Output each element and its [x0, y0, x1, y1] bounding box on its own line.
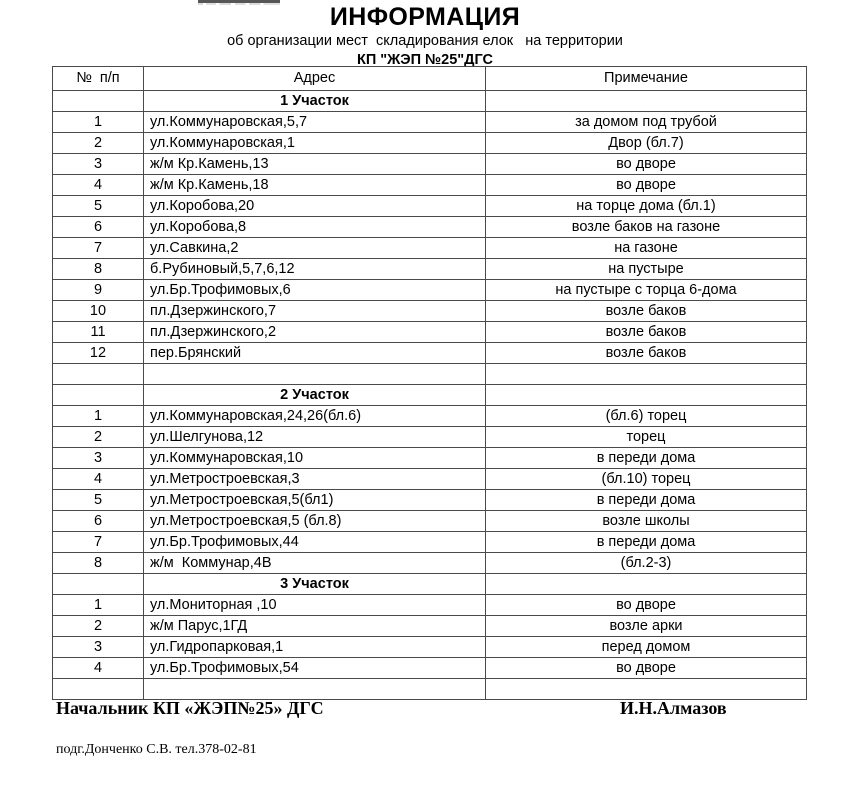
row-number: 2	[53, 133, 144, 154]
table-row	[53, 595, 807, 616]
table-row	[53, 322, 807, 343]
row-number: 1	[53, 112, 144, 133]
signer-title: Начальник КП «ЖЭП№25» ДГС	[56, 698, 324, 718]
row-address: ул.Бр.Трофимовых,44	[144, 532, 486, 553]
row-address: ул.Мониторная ,10	[144, 595, 486, 616]
row-number: 10	[53, 301, 144, 322]
table-row	[53, 532, 807, 553]
page-org-name: КП "ЖЭП №25"ДГС	[356, 52, 494, 68]
section-title: 2 Участок	[144, 385, 486, 406]
prepared-by-note: подг.Донченко С.В. тел.378-02-81	[56, 742, 257, 757]
blank-note-cell	[486, 364, 807, 385]
row-address: ж/м Кр.Камень,18	[144, 175, 486, 196]
section-note-cell	[486, 91, 807, 112]
page-title: ИНФОРМАЦИЯ	[329, 3, 521, 31]
table-row	[53, 406, 807, 427]
row-note: возле баков	[486, 322, 807, 343]
row-number: 3	[53, 154, 144, 175]
blank-note-cell	[486, 679, 807, 700]
row-note: на торце дома (бл.1)	[486, 196, 807, 217]
row-address: пл.Дзержинского,2	[144, 322, 486, 343]
row-note: возле школы	[486, 511, 807, 532]
row-note: возле баков	[486, 343, 807, 364]
row-note: (бл.6) торец	[486, 406, 807, 427]
storage-locations-table	[52, 66, 807, 700]
table-row	[53, 343, 807, 364]
table-row	[53, 469, 807, 490]
table-row	[53, 448, 807, 469]
row-note: торец	[486, 427, 807, 448]
row-address: ул.Бр.Трофимовых,6	[144, 280, 486, 301]
row-address: ул.Савкина,2	[144, 238, 486, 259]
document-header	[0, 2, 850, 70]
row-address: б.Рубиновый,5,7,6,12	[144, 259, 486, 280]
section-num-cell	[53, 574, 144, 595]
row-note: во дворе	[486, 658, 807, 679]
table-row	[53, 637, 807, 658]
column-header-address: Адрес	[144, 67, 486, 91]
table-blank-row	[53, 364, 807, 385]
row-address: ул.Коммунаровская,10	[144, 448, 486, 469]
row-number: 8	[53, 553, 144, 574]
row-number: 6	[53, 217, 144, 238]
table-header-row	[53, 67, 807, 91]
table-row	[53, 196, 807, 217]
table-row	[53, 280, 807, 301]
row-address: ул.Метростроевская,3	[144, 469, 486, 490]
section-title: 1 Участок	[144, 91, 486, 112]
row-note: (бл.10) торец	[486, 469, 807, 490]
column-header-num: № п/п	[53, 67, 144, 91]
blank-addr-cell	[144, 679, 486, 700]
row-note: за домом под трубой	[486, 112, 807, 133]
row-number: 1	[53, 406, 144, 427]
blank-num-cell	[53, 364, 144, 385]
row-note: на пустыре с торца 6-дома	[486, 280, 807, 301]
row-address: ул.Коммунаровская,5,7	[144, 112, 486, 133]
signature-row	[0, 698, 850, 722]
blank-num-cell	[53, 679, 144, 700]
table-row	[53, 133, 807, 154]
row-number: 2	[53, 427, 144, 448]
row-note: во дворе	[486, 595, 807, 616]
row-address: ул.Коммунаровская,24,26(бл.6)	[144, 406, 486, 427]
table-blank-row	[53, 679, 807, 700]
row-number: 5	[53, 196, 144, 217]
row-number: 4	[53, 175, 144, 196]
row-note: на пустыре	[486, 259, 807, 280]
blank-addr-cell	[144, 364, 486, 385]
section-note-cell	[486, 574, 807, 595]
table-row	[53, 175, 807, 196]
table-row	[53, 259, 807, 280]
row-address: ул.Коммунаровская,1	[144, 133, 486, 154]
row-address: ул.Шелгунова,12	[144, 427, 486, 448]
row-number: 6	[53, 511, 144, 532]
section-num-cell	[53, 91, 144, 112]
row-address: ул.Метростроевская,5(бл1)	[144, 490, 486, 511]
table-row	[53, 238, 807, 259]
row-number: 8	[53, 259, 144, 280]
row-number: 3	[53, 448, 144, 469]
section-header-row	[53, 574, 807, 595]
row-address: ж/м Коммунар,4В	[144, 553, 486, 574]
info-table-container	[52, 66, 806, 700]
row-note: возле баков	[486, 301, 807, 322]
row-note: в переди дома	[486, 448, 807, 469]
row-note: во дворе	[486, 175, 807, 196]
row-address: пер.Брянский	[144, 343, 486, 364]
row-address: ж/м Парус,1ГД	[144, 616, 486, 637]
table-row	[53, 112, 807, 133]
page-subtitle: об организации мест складирования елок на территории	[227, 33, 623, 49]
table-row	[53, 301, 807, 322]
table-row	[53, 511, 807, 532]
row-number: 7	[53, 238, 144, 259]
row-address: ж/м Кр.Камень,13	[144, 154, 486, 175]
row-address: пл.Дзержинского,7	[144, 301, 486, 322]
signer-name: И.Н.Алмазов	[620, 698, 727, 718]
row-note: возле арки	[486, 616, 807, 637]
row-address: ул.Бр.Трофимовых,54	[144, 658, 486, 679]
row-number: 4	[53, 658, 144, 679]
table-row	[53, 616, 807, 637]
table-row	[53, 217, 807, 238]
signature-block	[0, 698, 850, 757]
row-note: перед домом	[486, 637, 807, 658]
table-body	[53, 67, 807, 700]
table-row	[53, 553, 807, 574]
row-number: 12	[53, 343, 144, 364]
row-note: в переди дома	[486, 532, 807, 553]
row-number: 3	[53, 637, 144, 658]
row-note: (бл.2-3)	[486, 553, 807, 574]
row-number: 7	[53, 532, 144, 553]
row-number: 11	[53, 322, 144, 343]
row-address: ул.Метростроевская,5 (бл.8)	[144, 511, 486, 532]
row-number: 2	[53, 616, 144, 637]
section-header-row	[53, 91, 807, 112]
table-row	[53, 154, 807, 175]
row-note: на газоне	[486, 238, 807, 259]
row-number: 1	[53, 595, 144, 616]
row-address: ул.Коробова,20	[144, 196, 486, 217]
row-address: ул.Коробова,8	[144, 217, 486, 238]
table-row	[53, 490, 807, 511]
row-number: 5	[53, 490, 144, 511]
table-row	[53, 658, 807, 679]
section-num-cell	[53, 385, 144, 406]
row-note: возле баков на газоне	[486, 217, 807, 238]
row-note: во дворе	[486, 154, 807, 175]
column-header-note: Примечание	[486, 67, 807, 91]
section-title: 3 Участок	[144, 574, 486, 595]
row-number: 4	[53, 469, 144, 490]
section-header-row	[53, 385, 807, 406]
row-note: Двор (бл.7)	[486, 133, 807, 154]
table-row	[53, 427, 807, 448]
row-number: 9	[53, 280, 144, 301]
row-address: ул.Гидропарковая,1	[144, 637, 486, 658]
section-note-cell	[486, 385, 807, 406]
row-note: в переди дома	[486, 490, 807, 511]
